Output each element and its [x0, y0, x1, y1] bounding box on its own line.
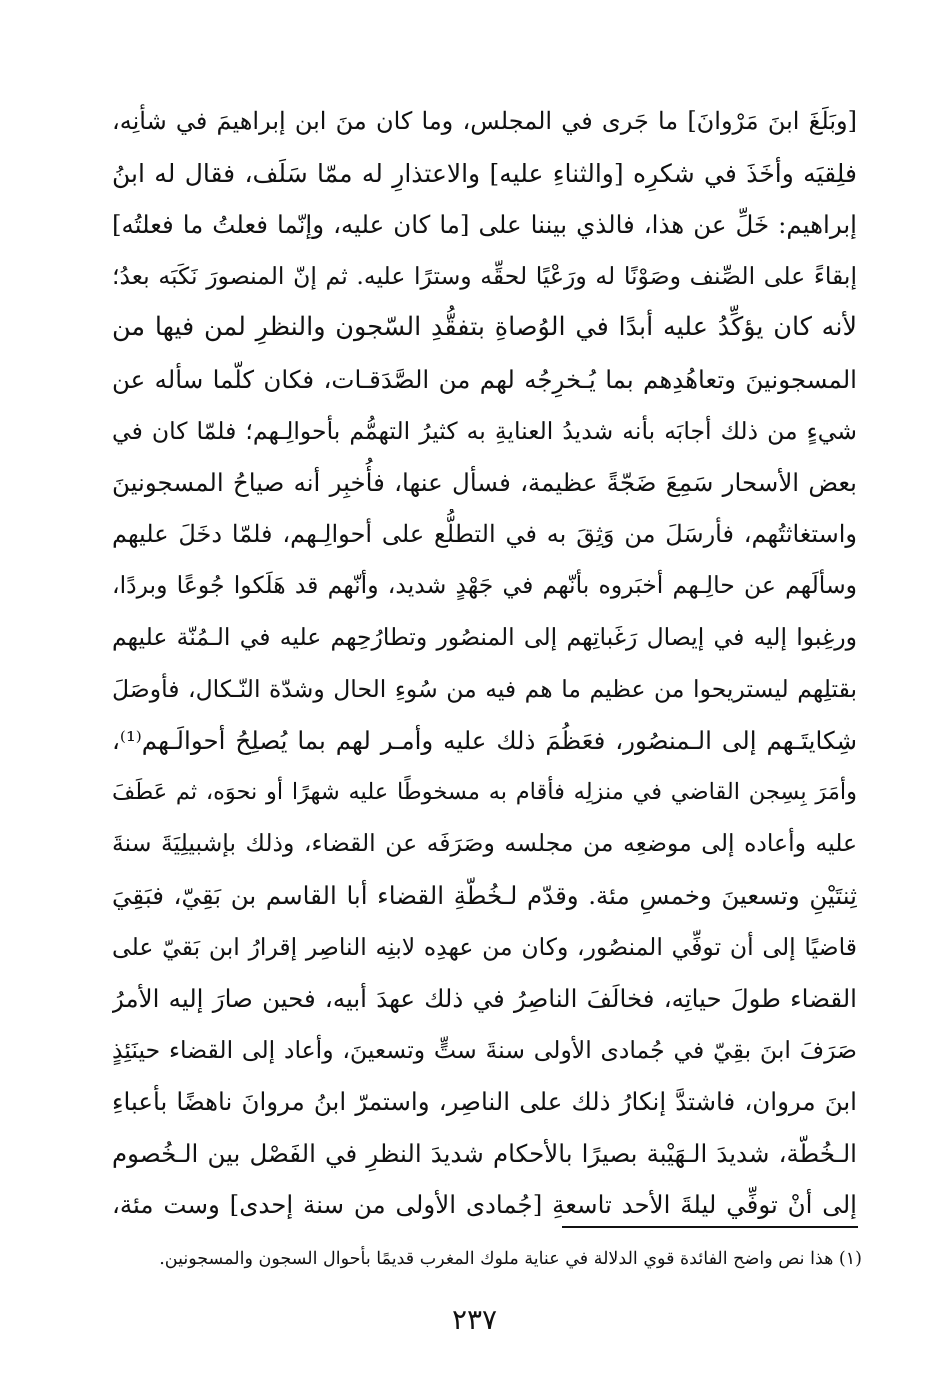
text-line: لأنه كان يؤكِّدُ عليه أبدًا في الوُصاةِ بتفقُّدِ السّجون والنظرِ لمن فيها من	[112, 312, 857, 343]
text-line: وأمَرَ بِسِجن القاضي في منزلِه فأقام به مسخوطًا عليه شهرًا أو نحوَه، ثم عَطَفَ	[112, 778, 857, 805]
text-line: قاضيًا إلى أن توفِّي المنصُور، وكان من عهدِه لابنِه الناصِر إقرارُ ابن بَقيّ على	[112, 932, 857, 961]
main-text	[112, 96, 857, 1231]
footnote-divider	[562, 1226, 858, 1228]
text-line: بقتلِهم ليستريحوا من عظيم ما هم فيه من سُوءِ الحال وشدّة النّـكال، فأوصَلَ	[112, 674, 857, 703]
text-line: إلى أنْ توفِّي ليلةَ الأحد تاسعةِ [جُمادى الأولى من سنة إحدى] وست مئة،	[112, 1190, 857, 1220]
text-line: عليه وأعاده إلى موضعِه من مجلسه وصَرَفَه عن القضاء، وذلك بإشبيلِيَةَ سنةَ	[112, 829, 857, 858]
page-number: ٢٣٧	[451, 1303, 498, 1336]
text-line: ابنَ مروان، فاشتدَّ إنكارُ ذلك على الناصِر، واستمرّ ابنُ مروانَ ناهضًا بأعباءِ	[112, 1087, 857, 1117]
text-line: بعض الأسحار سَمِعَ ضَجّةً عظيمة، فسأل عنها، فأُخبِر أنه صياحُ المسجونينَ	[112, 468, 857, 498]
footnote: (١) هذا نص واضح الفائدة قوي الدلالة في عناية ملوك المغرب قديمًا بأحوال السجون والمسجونين.	[159, 1249, 862, 1269]
text-line: فلِقيَه وأخَذَ في شكرِه [والثناءِ عليه] والاعتذارِ له ممّا سَلَف، فقال له ابنُ	[112, 158, 857, 188]
text-line: صَرَفَ ابنَ بقِيّ في جُمادى الأولى سنةَ ستٍّ وتسعينَ، وأعاد إلى القضاء حينَئِذٍ	[112, 1035, 857, 1064]
text-line: ثِنتَيْنِ وتسعينَ وخمسِ مئة. وقدّم لـخُطّةِ القضاء أبا القاسم بن بَقِيّ، فبَقِيَ	[112, 880, 857, 910]
text-line: القضاء طولَ حياتِه، فخالَفَ الناصِرُ في ذلك عهدَ أبيه، فحين صارَ إليه الأمرُ	[112, 984, 857, 1014]
text-line: ورغِبوا إليه في إيصال رَغَباتِهم إلى المنصُور وتطارُحِهم عليه في الـمُنّة عليهم	[112, 622, 857, 651]
text-line: إبقاءً على الصِّنف وصَوْنًا له ورَعْيًا لحقِّه وسترًا عليه. ثم إنّ المنصورَ نَكَبَه بعدُ؛	[112, 261, 857, 290]
text-line: إبراهيم: خَلِّ عن هذا، فالذي بيننا على [ما كان عليه، وإنّما فعلتُ ما فعلتُه]	[112, 210, 857, 240]
text-line: شيءٍ من ذلك أجابَه بأنه شديدُ العنايةِ به كثيرُ التهمُّم بأحوالِـهم؛ فلمّا كان في	[112, 416, 857, 445]
text-line: شِكايتَـهم إلى الـمنصُور، فعَظُمَ ذلك عليه وأمـر لهم بما يُصلِحُ أحوالَـهم⁽¹⁾،	[112, 726, 857, 756]
text-line: وسألَهم عن حالِـهم أخبَروه بأنّهم في جَهْدٍ شديد، وأنّهم قد هَلَكوا جُوعًا وبردًا،	[112, 571, 857, 600]
text-line: الـخُطّة، شديدَ الـهَيْبة بصيرًا بالأحكام شديدَ النظرِ في الفَصْل بين الـخُصوم	[112, 1138, 857, 1168]
text-line: المسجونينَ وتعاهُدِهم بما يُـخرِجُه لهم من الصَّدَقـات، فكان كلّما سأله عن	[112, 364, 857, 394]
text-line: واستغاثتُهم، فأرسَلَ من وَثِقَ به في التطلُّع على أحوالِـهم، فلمّا دخَلَ عليهم	[112, 519, 857, 548]
text-line: [وبَلَغَ ابنَ مَرْوانَ] ما جَرى في المجلس، وما كان منَ ابن إبراهيمَ في شأنِه،	[112, 107, 857, 135]
